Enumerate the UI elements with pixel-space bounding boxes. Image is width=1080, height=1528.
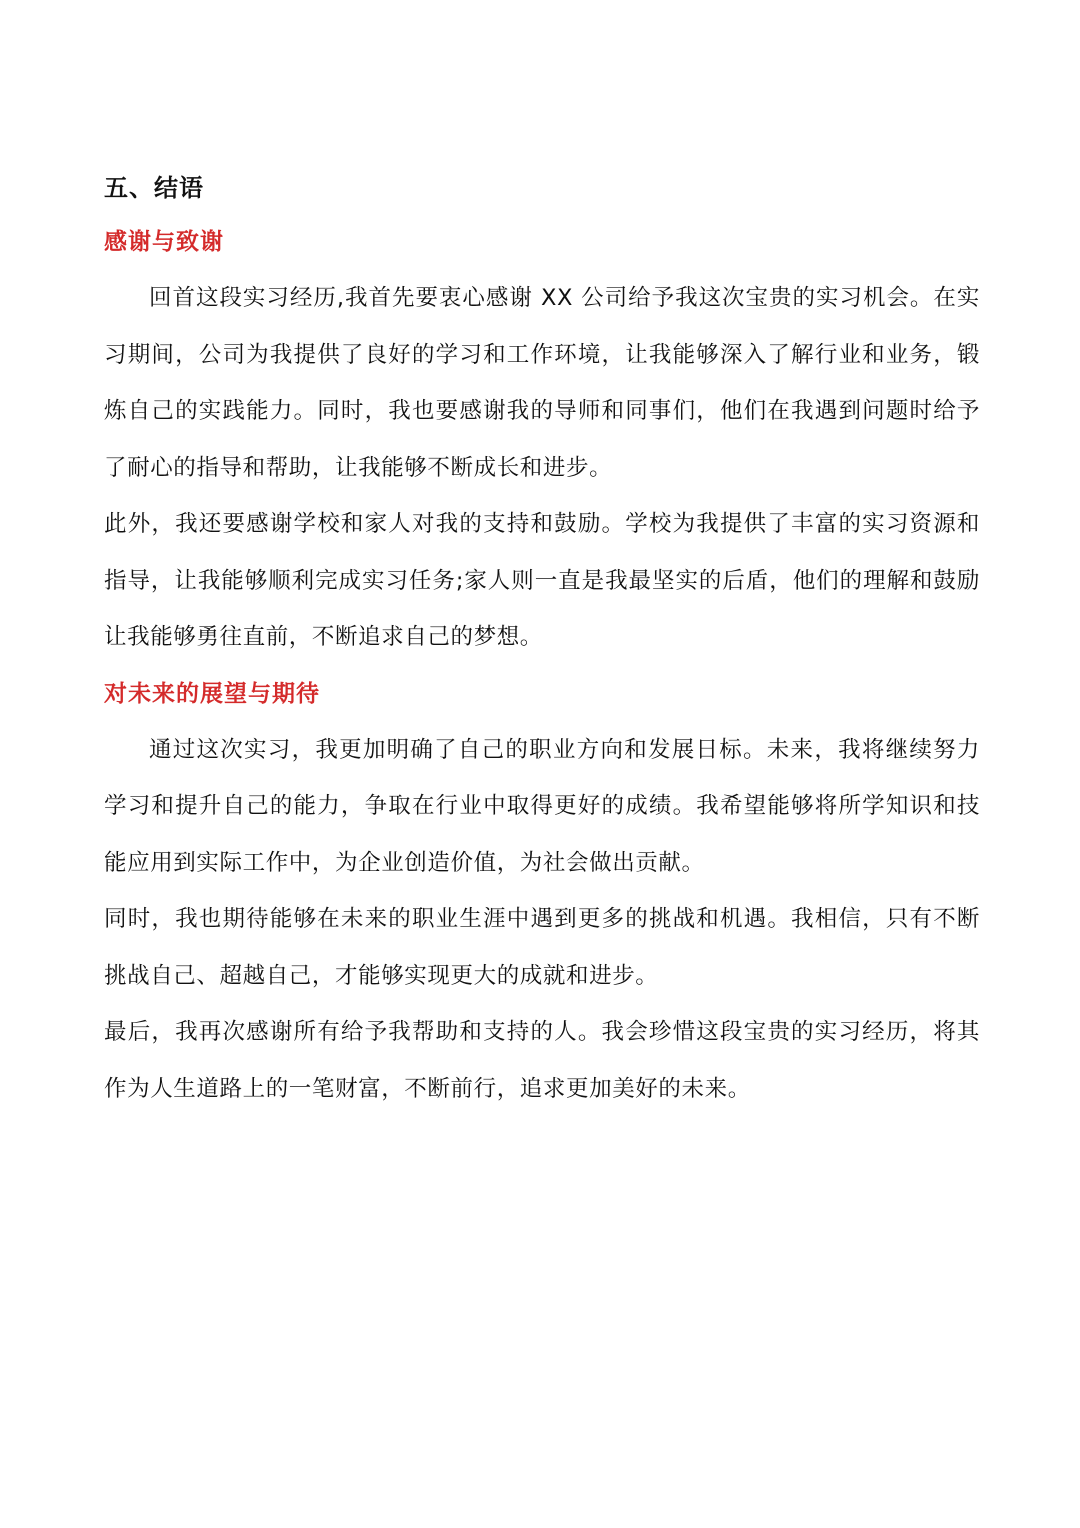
paragraph-thanks-company: 回首这段实习经历,我首先要衷心感谢 XX 公司给予我这次宝贵的实习机会。在实习期间，公司为我提供了良好的学习和工作环境，让我能够深入了解行业和业务，锻炼自己的实践能力。同时，我也要感谢我的导师和同事们，他们在我遇到问题时给予了耐心的指导和帮助，让我能够不断成长和进步。 [104,285,980,481]
subsection-heading-future: 对未来的展望与期待 [104,680,320,707]
subsection-heading-thanks: 感谢与致谢 [104,229,224,255]
paragraph-future-direction: 通过这次实习，我更加明确了自己的职业方向和发展日标。未来，我将继续努力学习和提升自己的能力，争取在行业中取得更好的成绩。我希望能够将所学知识和技能应用到实际工作中，为企业创造价值，为社会做出贡献。 [104,736,980,876]
paragraph-final-thanks: 最后，我再次感谢所有给予我帮助和支持的人。我会珍惜这段宝贵的实习经历，将其作为人生道路上的一笔财富，不断前行，追求更加美好的未来。 [104,1019,980,1102]
paragraph-future-challenges: 同时，我也期待能够在未来的职业生涯中遇到更多的挑战和机遇。我相信，只有不断挑战自己、超越自己，才能够实现更大的成就和进步。 [104,906,980,989]
paragraph-thanks-school-family: 此外，我还要感谢学校和家人对我的支持和鼓励。学校为我提供了丰富的实习资源和指导，让我能够顺利完成实习任务;家人则一直是我最坚实的后盾，他们的理解和鼓励让我能够勇往直前，不断追求自己的梦想。 [104,511,980,650]
document-content [104,162,980,1117]
section-title: 五、结语 [104,174,204,202]
